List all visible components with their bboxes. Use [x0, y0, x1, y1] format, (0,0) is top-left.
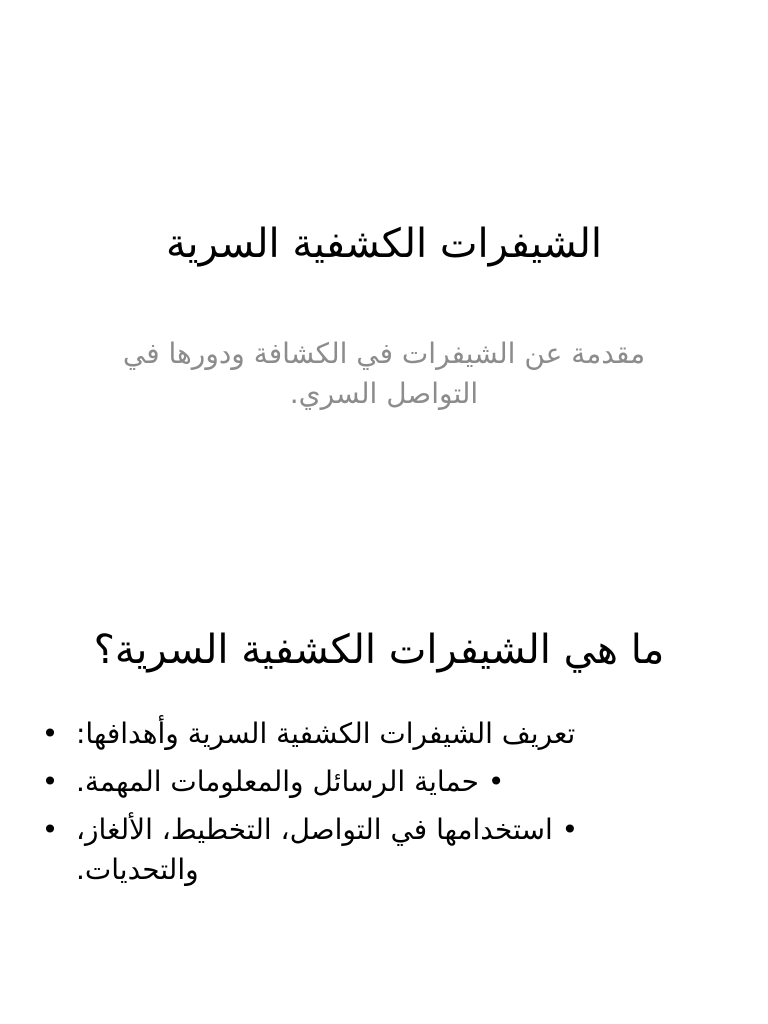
list-item — [40, 762, 708, 802]
bullet-icon: • — [41, 813, 59, 846]
bullet-list — [40, 714, 708, 898]
list-item-text: تعريف الشيفرات الكشفية السرية وأهدافها: — [76, 717, 576, 750]
list-item — [40, 810, 708, 890]
list-item-text: • حماية الرسائل والمعلومات المهمة. — [76, 765, 505, 798]
bullet-icon: • — [41, 717, 59, 750]
slide-heading: ما هي الشيفرات الكشفية السرية؟ — [93, 627, 665, 673]
slide-subtitle: مقدمة عن الشيفرات في الكشافة ودورها في التواصل السري. — [122, 337, 646, 410]
list-item — [40, 714, 708, 754]
bullet-icon: • — [41, 765, 59, 798]
content-slide — [0, 576, 768, 1024]
slide-title: الشيفرات الكشفية السرية — [165, 221, 602, 267]
list-item-text: • استخدامها في التواصل، التخطيط، الألغاز، والتحديات. — [76, 813, 579, 886]
